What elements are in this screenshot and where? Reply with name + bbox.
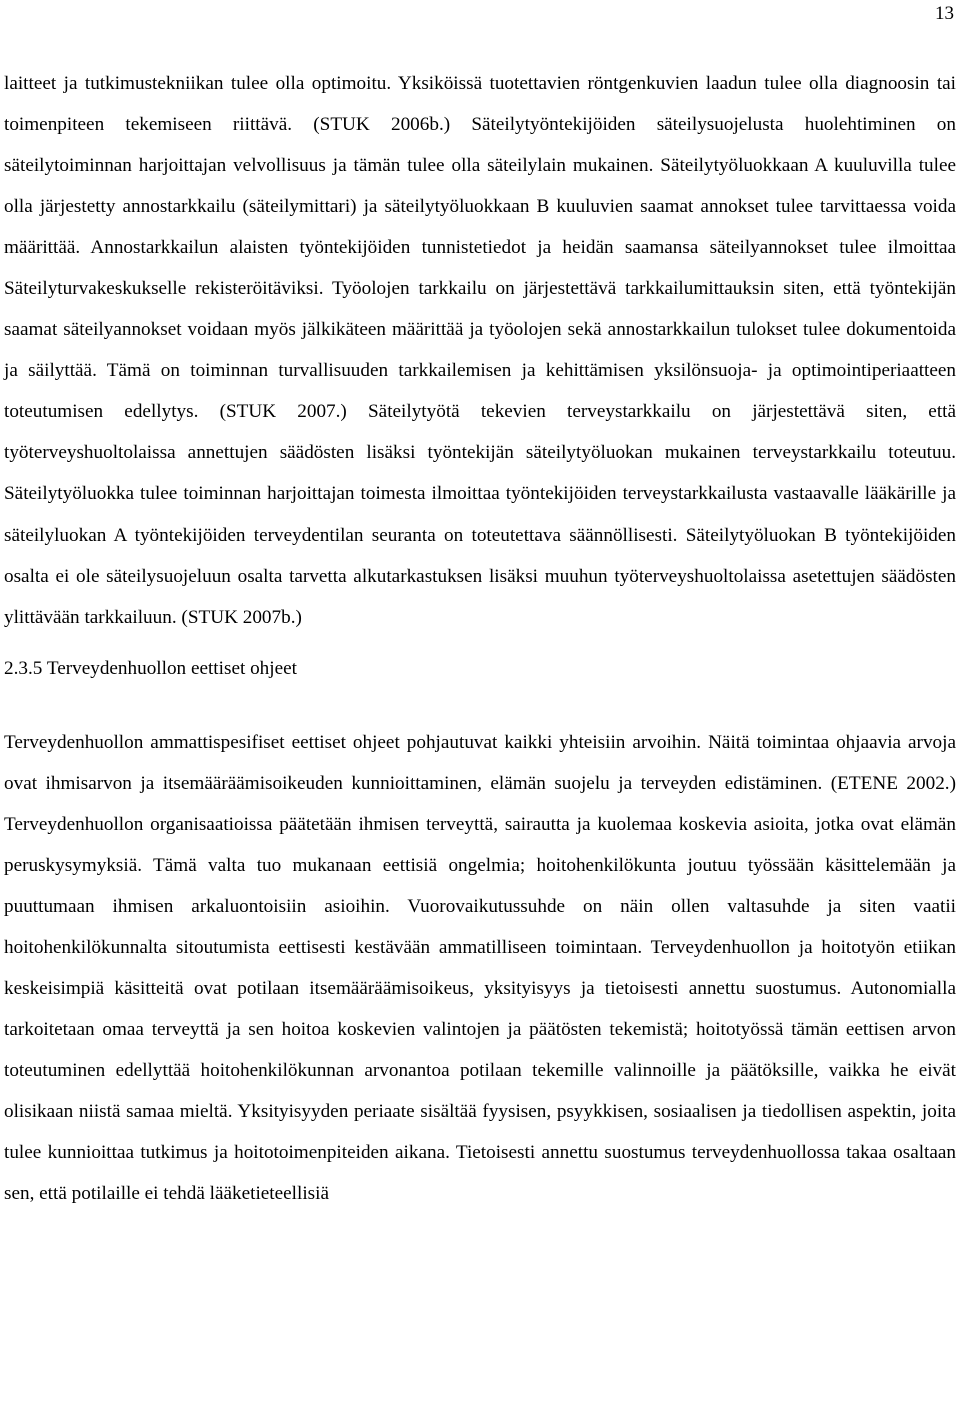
section-paragraph: Terveydenhuollon ammattispesifiset eettiset ohjeet pohjautuvat kaikki yhteisiin arvoihin. Näitä toimintaa ohjaavia arvoja ovat ihmisarvon ja itsemääräämisoikeuden kunnioittaminen, elämän suojelu ja terveyden edistäminen. (ETENE 2002.) Terveydenhuollon organisaatioissa päätetään ihmisen terveyttä, sairautta ja kuolemaa koskevia asioita, jotka ovat elämän peruskysymyksiä. Tämä valta tuo mukanaan eettisiä ongelmia; hoitohenkilökunta joutuu työssään käsittelemään ja puuttumaan ihmisen arkaluontoisiin asioihin. Vuorovaikutussuhde on näin ollen valtasuhde ja siten vaatii hoitohenkilökunnalta sitoutumista eettisesti kestävään ammatilliseen toimintaan. Terveydenhuollon ja hoitotyön etiikan keskeisimpiä käsitteitä ovat potilaan itsemääräämisoikeus, yksityisyys ja tietoisesti annettu suostumus. Autonomialla tarkoitetaan omaa terveyttä ja sen hoitoa koskevien valintojen ja päätösten tekemistä; hoitotyössä tämän eettisen arvon toteutuminen edellyttää hoitohenkilökunnan arvonantoa potilaan tekemille valinnoille ja päätöksille, vaikka he eivät olisikaan niistä samaa mieltä. Yksityisyyden periaate sisältää fyysisen, psyykkisen, sosiaalisen ja tiedollisen aspektin, joita tulee kunnioittaa tutkimus ja hoitotoimenpiteiden aikana. Tietoisesti annettu suostumus terveydenhuollossa takaa osaltaan sen, että potilaille ei tehdä lääketieteellisiä [4,731,956,1205]
document-body [4,63,956,1214]
body-paragraph-1: laitteet ja tutkimustekniikan tulee olla optimoitu. Yksiköissä tuotettavien röntgenkuvien laadun tulee olla diagnoosin tai toimenpiteen tekemiseen riittävä. (STUK 2006b.) Säteilytyöntekijöiden säteilysuojelusta huolehtiminen on säteilytoiminnan harjoittajan velvollisuus ja tämän tulee olla säteilylain mukainen. Säteilytyöluokkaan A kuuluvilla tulee olla järjestetty annostarkkailu (säteilymittari) ja säteilytyöluokkaan B kuuluvien saamat annokset tulee tarvittaessa voida määrittää. Annostarkkailun alaisten työntekijöiden tunnistetiedot ja heidän saamansa säteilyannokset tulee ilmoittaa Säteilyturvakeskukselle rekisteröitäviksi. Työolojen tarkkailu on järjestettävä tarkkailumittauksin siten, että työntekijän saamat säteilyannokset voidaan myös jälkikäteen määrittää ja työolojen sekä annostarkkailun tulokset tulee dokumentoida ja säilyttää. Tämä on toiminnan turvallisuuden tarkkailemisen ja kehittämisen yksilönsuoja- ja optimointiperiaatteen toteutumisen edellytys. (STUK 2007.) Säteilytyötä tekevien terveystarkkailu on järjestettävä siten, että työterveyshuoltolaissa annettujen säädösten lisäksi työntekijän säteilytyöluokan mukainen terveystarkkailu toteutuu. Säteilytyöluokka tulee toiminnan harjoittajan toimesta ilmoittaa työntekijöiden terveystarkkailusta vastaavalle lääkärille ja säteilyluokan A työntekijöiden terveydentilan seuranta on toteutettava säännöllisesti. Säteilytyöluokan B työntekijöiden osalta ei ole säteilysuojeluun osalta tarvetta alkutarkastuksen lisäksi muuhun työterveyshuoltolaissa asetettujen säädösten ylittävään tarkkailuun. (STUK 2007b.) [4,73,956,628]
page-number: 13 [935,3,954,24]
section-heading: 2.3.5 Terveydenhuollon eettiset ohjeet [4,657,297,679]
